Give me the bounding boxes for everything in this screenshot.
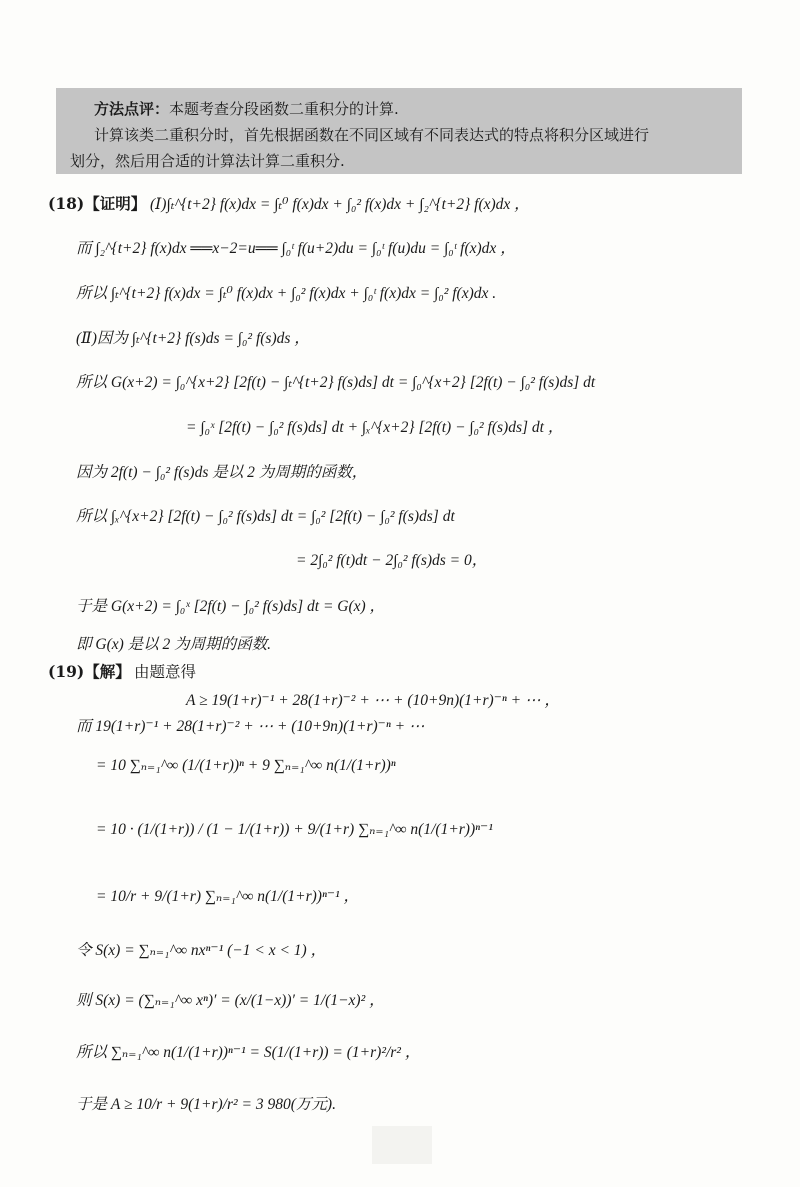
p18-line3: 所以 ∫ₜ^{t+2} f(x)dx = ∫ₜ⁰ f(x)dx + ∫₀² f(x)dx + ∫₀ᵗ f(x)dx = ∫₀² f(x)dx . xyxy=(76,285,497,302)
p19-line9: 于是 A ≥ 10/r + 9(1+r)/r² = 3 980(万元). xyxy=(76,1096,336,1113)
problem-18-label: (18)【证明】 xyxy=(48,194,147,213)
p19-line8: 所以 ∑ₙ₌₁^∞ n(1/(1+r))ⁿ⁻¹ = S(1/(1+r)) = (1+r)²/r² ， xyxy=(76,1044,421,1061)
p19-line3: = 10 ∑ₙ₌₁^∞ (1/(1+r))ⁿ + 9 ∑ₙ₌₁^∞ n(1/(1+r))ⁿ xyxy=(96,757,396,774)
p19-intro: 由题意得 xyxy=(134,663,197,681)
p18-line10: 于是 G(x+2) = ∫₀ˣ [2f(t) − ∫₀² f(s)ds] dt = G(x) ， xyxy=(76,598,386,615)
method-comment-line2: 计算该类二重积分时，首先根据函数在不同区域有不同表达式的特点将积分区域进行 xyxy=(94,126,650,144)
p18-line9: = 2∫₀² f(t)dt − 2∫₀² f(s)ds = 0， xyxy=(296,552,488,569)
method-comment-line3: 划分，然后用合适的计算法计算二重积分. xyxy=(70,152,345,170)
p18-line4: (Ⅱ)因为 ∫ₜ^{t+2} f(s)ds = ∫₀² f(s)ds ， xyxy=(76,330,310,347)
p18-line2: 而 ∫₂^{t+2} f(x)dx ══x−2=u══ ∫₀ᵗ f(u+2)du = ∫₀ᵗ f(u)du = ∫₀ᵗ f(x)dx ， xyxy=(76,240,516,257)
method-comment-line1: 本题考查分段函数二重积分的计算. xyxy=(169,100,399,118)
method-comment-box xyxy=(56,88,742,174)
p18-line11: 即 G(x) 是以 2 为周期的函数. xyxy=(76,636,272,653)
problem-19-label: (19)【解】 xyxy=(48,662,131,681)
p18-line8: 所以 ∫ₓ^{x+2} [2f(t) − ∫₀² f(s)ds] dt = ∫₀² [2f(t) − ∫₀² f(s)ds] dt xyxy=(76,508,455,525)
p18-line7: 因为 2f(t) − ∫₀² f(s)ds 是以 2 为周期的函数， xyxy=(76,464,368,481)
p19-line1: A ≥ 19(1+r)⁻¹ + 28(1+r)⁻² + ⋯ + (10+9n)(1+r)⁻ⁿ + ⋯ ， xyxy=(186,692,560,709)
p19-line7: 则 S(x) = (∑ₙ₌₁^∞ xⁿ)′ = (x/(1−x))′ = 1/(1−x)² ， xyxy=(76,992,385,1009)
p19-line6: 令 S(x) = ∑ₙ₌₁^∞ nxⁿ⁻¹ (−1 < x < 1) ， xyxy=(76,942,327,959)
p19-line5: = 10/r + 9/(1+r) ∑ₙ₌₁^∞ n(1/(1+r))ⁿ⁻¹ ， xyxy=(96,888,360,905)
p19-line4: = 10 · (1/(1+r)) / (1 − 1/(1+r)) + 9/(1+r) ∑ₙ₌₁^∞ n(1/(1+r))ⁿ⁻¹ xyxy=(96,821,493,838)
method-comment-title: 方法点评： xyxy=(94,100,170,118)
p18-line5: 所以 G(x+2) = ∫₀^{x+2} [2f(t) − ∫ₜ^{t+2} f(s)ds] dt = ∫₀^{x+2} [2f(t) − ∫₀² f(s)ds] dt xyxy=(76,374,596,391)
p18-line1: (Ⅰ)∫ₜ^{t+2} f(x)dx = ∫ₜ⁰ f(x)dx + ∫₀² f(x)dx + ∫₂^{t+2} f(x)dx ， xyxy=(150,196,530,213)
page-footer-patch xyxy=(372,1126,432,1164)
p18-line6: = ∫₀ˣ [2f(t) − ∫₀² f(s)ds] dt + ∫ₓ^{x+2} [2f(t) − ∫₀² f(s)ds] dt ， xyxy=(186,419,564,436)
p19-line2: 而 19(1+r)⁻¹ + 28(1+r)⁻² + ⋯ + (10+9n)(1+r)⁻ⁿ + ⋯ xyxy=(76,718,425,735)
